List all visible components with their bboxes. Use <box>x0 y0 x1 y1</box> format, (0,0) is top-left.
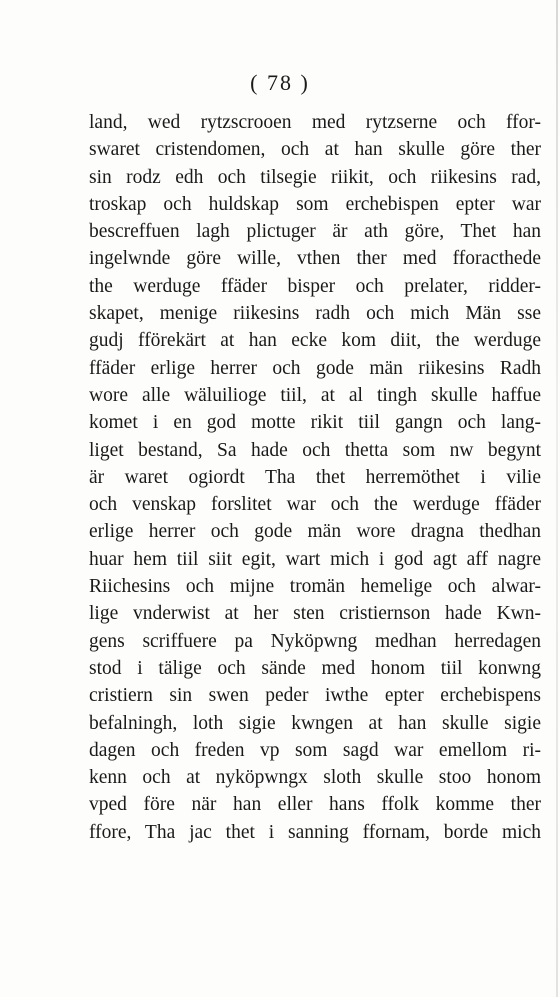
text-line: troskap och huldskap som erchebispen epter war <box>89 193 541 215</box>
text-line: befalningh, loth sigie kwngen at han skulle sigie <box>89 712 541 734</box>
text-line: erlige herrer och gode män wore dragna thedhan <box>89 521 541 543</box>
text-line: swaret cristendomen, och at han skulle göre ther <box>89 139 541 161</box>
text-line: bescreffuen lagh plictuger är ath göre, Thet han <box>89 221 541 243</box>
text-line: huar hem tiil siit egit, wart mich i god agt aff nagre <box>89 548 541 570</box>
page-edge-shadow <box>556 0 558 997</box>
text-line: land, wed rytzscrooen med rytzserne och ffor- <box>89 112 541 133</box>
text-line: gens scriffuere pa Nyköpwng medhan herredagen <box>89 630 541 652</box>
text-line: skapet, menige riikesins radh och mich Män sse <box>89 303 541 325</box>
text-line: ffäder erlige herrer och gode män riikesins Radh <box>89 357 541 379</box>
text-line: liget bestand, Sa hade och thetta som nw begynt <box>89 439 541 461</box>
body-text <box>89 109 541 846</box>
text-line: sin rodz edh och tilsegie riikit, och riikesins rad, <box>89 166 541 188</box>
text-line: och venskap forslitet war och the werduge ffäder <box>89 494 541 516</box>
text-line: ffore, Tha jac thet i sanning ffornam, borde mich <box>89 821 541 843</box>
text-line: vped före när han eller hans ffolk komme ther <box>89 794 541 816</box>
text-line: ingelwnde göre wille, vthen ther med fforacthede <box>89 248 541 270</box>
text-line: the werduge ffäder bisper och prelater, ridder- <box>89 275 541 297</box>
page-number: ( 78 ) <box>250 70 310 95</box>
text-line: Riichesins och mijne tromän hemelige och alwar- <box>89 576 541 598</box>
text-line: komet i en god motte rikit tiil gangn och lang- <box>89 412 541 434</box>
text-line: gudj fförekärt at han ecke kom diit, the werduge <box>89 330 541 352</box>
text-line: cristiern sin swen peder iwthe epter erchebispens <box>89 685 541 707</box>
text-line: wore alle wäluilioge tiil, at al tingh skulle haffue <box>89 384 541 406</box>
text-line: är waret ogiordt Tha thet herremöthet i vilie <box>89 466 541 488</box>
text-line: stod i tälige och sände med honom tiil konwng <box>89 657 541 679</box>
text-line: kenn och at nyköpwngx sloth skulle stoo honom <box>89 767 541 789</box>
text-line: dagen och freden vp som sagd war emellom ri- <box>89 739 541 761</box>
text-line: lige vnderwist at her sten cristiernson hade Kwn- <box>89 603 541 625</box>
